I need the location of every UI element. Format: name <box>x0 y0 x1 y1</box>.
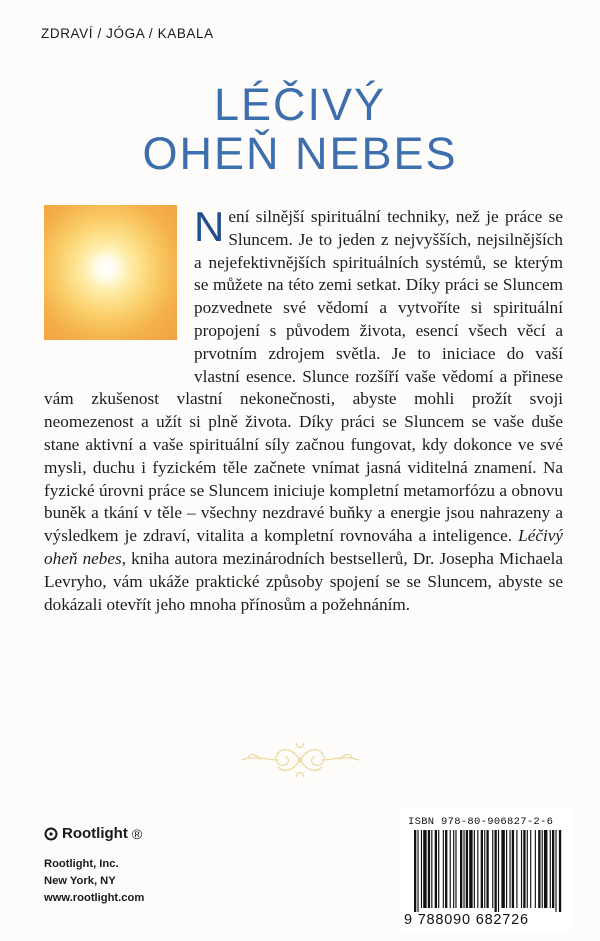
blurb-text <box>44 203 563 616</box>
barcode-bar <box>498 830 499 914</box>
barcode-bar <box>453 830 454 908</box>
barcode-bar <box>486 830 488 908</box>
barcode-bar <box>501 830 504 908</box>
barcode-bar <box>428 830 430 908</box>
drop-cap: N <box>194 203 225 250</box>
barcode-bar <box>523 830 525 908</box>
blurb-part-1: ení silnější spirituální techniky, než je práce se Sluncem. Je to jeden z nejvyšších, nejsilnějších a nejefektivnějších spirituálních systémů, se kterým se můžete na této zemi setkat. Díky práci se Sluncem pozvednete své vědomí a vytvoříte si spirituální propojení s původem života, esencí všech věcí a prvotním zdrojem světla. Je to iniciace do vaší vlastní esence. Slunce rozšíří vaše vědomí a přinese vám zkušenost vlastní nekonečnosti, abyste mohli prožít svoji neomezenost a užít si plně života. Díky práci se Sluncem se vaše duše stane aktivní a vaše spirituální síly začnou fungovat, kdy dokonce ve své mysli, duchu i fyzickém těle začnete vnímat jasná viditelná znamení. Na fyzické úrovni práce se Sluncem iniciuje kompletní metamorfózu a obnovu buněk a tkání v těle – všechny nezdravé buňky a energie jsou nahrazeny a výsledkem je zdraví, vitalita a kompletní rovnováha a inteligence. <box>44 207 563 546</box>
barcode-bar <box>527 830 528 908</box>
barcode-bar <box>550 830 551 908</box>
barcode-bar <box>450 830 451 908</box>
barcode-bar <box>481 830 483 908</box>
barcode-bar <box>521 830 522 908</box>
barcode-bar <box>509 830 510 908</box>
blurb-book-title: Léčivý oheň nebes <box>44 526 563 568</box>
barcode-bar <box>466 830 468 908</box>
barcode-bar <box>477 830 478 908</box>
publisher-city: New York, NY <box>44 875 116 887</box>
publisher-website: www.rootlight.com <box>44 892 145 904</box>
barcode-bar <box>535 830 536 908</box>
barcode-bar <box>438 830 439 908</box>
ean-digits: 9 788090 682726 <box>404 912 568 928</box>
publisher-name: Rootlight, Inc. <box>44 858 119 870</box>
barcode-bar <box>538 830 540 908</box>
barcode-bar <box>421 830 422 908</box>
barcode-bar <box>542 830 543 908</box>
barcode-bar <box>495 830 497 914</box>
book-title <box>0 80 600 178</box>
barcode-bar <box>484 830 485 908</box>
rootlight-logo-icon <box>44 827 58 841</box>
barcode-bar <box>443 830 444 908</box>
blurb-part-2: , kniha autora mezinárodních bestsellerů, Dr. Josepha Michaela Levryho, vám ukáže praktické způsoby spojení se se Sluncem, abyste se dokázali otevřít jeho mnoha přínosům a požehnáním. <box>44 548 563 614</box>
barcode-bar <box>460 830 462 908</box>
publisher-brand <box>44 825 142 842</box>
barcode-bar <box>516 830 517 908</box>
isbn-label: ISBN 978-80-906827-2-6 <box>408 816 554 828</box>
barcode-bar <box>455 830 456 908</box>
barcode-bar <box>474 830 475 908</box>
barcode-bars <box>404 830 568 914</box>
barcode-box <box>400 808 572 930</box>
image-wrap-spacer <box>44 206 194 386</box>
barcode-bar <box>463 830 464 908</box>
barcode-bar <box>512 830 514 908</box>
barcode-bar <box>559 830 561 914</box>
barcode-bar <box>445 830 447 908</box>
flourish-ornament-icon <box>238 735 363 785</box>
barcode-bar <box>431 830 432 908</box>
barcode-bar <box>555 830 556 914</box>
barcode-bar <box>506 830 507 908</box>
barcode-bar <box>414 830 416 914</box>
barcode-bar <box>492 830 493 908</box>
barcode-bar <box>544 830 547 908</box>
barcode-bar <box>530 830 531 908</box>
brand-trademark: ® <box>131 825 143 842</box>
title-line-2: OHEŇ NEBES <box>142 128 458 179</box>
category-line: ZDRAVÍ / JÓGA / KABALA <box>41 26 214 41</box>
barcode-bar <box>417 830 418 914</box>
barcode-bar <box>435 830 437 908</box>
brand-name: Rootlight <box>62 825 128 842</box>
barcode-bar <box>423 830 426 908</box>
publisher-info <box>44 856 144 907</box>
barcode-bar <box>552 830 554 908</box>
barcode-bar <box>469 830 472 908</box>
title-line-1: LÉČIVÝ <box>213 79 387 130</box>
